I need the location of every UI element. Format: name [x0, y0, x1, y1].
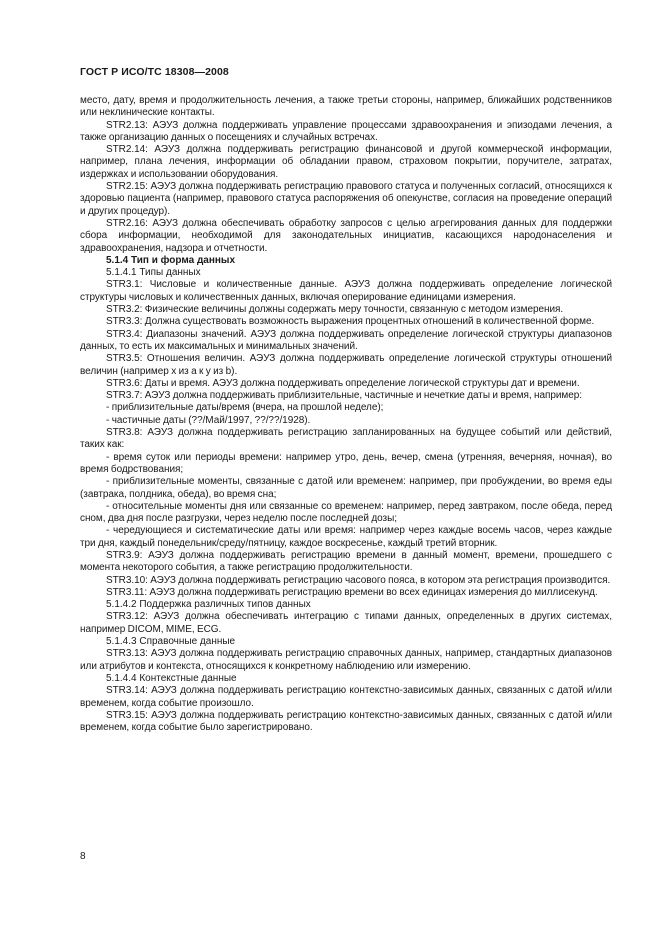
- list-item: - приблизительные моменты, связанные с датой или временем: например, при пробуждении, во время еды (завтрака, полдника, обеда), во время сна;: [80, 476, 612, 500]
- paragraph-str3-1: STR3.1: Числовые и количественные данные. АЭУЗ должна поддерживать определение логической структуры числовых и количественных данных, включая оперирование единицами измерения.: [80, 279, 612, 303]
- paragraph-str3-6: STR3.6: Даты и время. АЭУЗ должна поддерживать определение логической структуры дат и времени.: [106, 377, 580, 389]
- subsection-heading-5-1-4-3: 5.1.4.3 Справочные данные: [106, 636, 236, 648]
- paragraph-str3-8: STR3.8: АЭУЗ должна поддерживать регистрацию запланированных на будущее событий или действий, таких как:: [80, 427, 612, 451]
- paragraph-str3-9: STR3.9: АЭУЗ должна поддерживать регистрацию времени в данный момент, времени, прошедшего с момента некоторого события, а также регистрацию продолжительности.: [80, 549, 612, 574]
- paragraph-str2-13: STR2.13: АЭУЗ должна поддерживать управление процессами здравоохранения и эпизодами лечения, а также организацию данных о посещениях и случайных встречах.: [80, 119, 612, 143]
- page-number: 8: [80, 851, 86, 862]
- paragraph-str3-2: STR3.2: Физические величины должны содержать меру точности, связанную с методом измерения.: [106, 304, 564, 316]
- paragraph-str2-14: STR2.14: АЭУЗ должна поддерживать регистрацию финансовой и другой коммерческой информации, например, плана лечения, информации об обладании правом, страховом покрытии, поручителе, затратах, издержках и использовании оборудования.: [80, 144, 612, 180]
- paragraph-str3-12: STR3.12: АЭУЗ должна обеспечивать интеграцию с типами данных, определенных в других системах, например DICOM, MIME, ECG.: [80, 611, 612, 635]
- paragraph: место, дату, время и продолжительность лечения, а также третьи стороны, например, ближайших родственников или неклинические контакты.: [80, 95, 612, 119]
- list-item: - чередующиеся и систематические даты или время: например через каждые восемь часов, через каждые три дня, каждый понедельник/среду/пятницу, каждое воскресенье, каждый третий вторник.: [80, 525, 612, 549]
- paragraph-str2-16: STR2.16: АЭУЗ должна обеспечивать обработку запросов с целью агрегирования данных для поддержки сбора информации, необходимой для законодательных инициатив, касающихся народонаселения и здравоохранения, надзора и отчетности.: [80, 217, 612, 254]
- subsection-heading-5-1-4-2: 5.1.4.2 Поддержка различных типов данных: [106, 599, 311, 611]
- list-item: - приблизительные даты/время (вчера, на прошлой неделе);: [106, 402, 384, 414]
- paragraph-str3-3: STR3.3: Должна существовать возможность выражения процентных отношений в количественной форме.: [106, 316, 595, 328]
- subsection-heading-5-1-4-4: 5.1.4.4 Контекстные данные: [106, 672, 237, 684]
- paragraph-str3-10: STR3.10: АЭУЗ должна поддерживать регистрацию часового пояса, в котором эта регистрация производится.: [106, 574, 611, 586]
- paragraph-str3-13: STR3.13: АЭУЗ должна поддерживать регистрацию справочных данных, например, стандартных диапазонов или атрибутов и контекста, относящихся к конкретному наблюдению или измерению.: [80, 648, 612, 672]
- paragraph-str3-7: STR3.7: АЭУЗ должна поддерживать приблизительные, частичные и нечеткие даты и время, например:: [106, 390, 582, 402]
- paragraph-str3-4: STR3.4: Диапазоны значений. АЭУЗ должна поддерживать определение логической структуры диапазонов данных, то есть их максимальных и минимальных значений.: [80, 328, 612, 352]
- paragraph-str3-5: STR3.5: Отношения величин. АЭУЗ должна поддерживать определение логической структуры отношений величин (например x из a к y из b).: [80, 353, 612, 377]
- list-item: - относительные моменты дня или связанные со временем: например, перед завтраком, после обеда, перед сном, два дня после разгрузки, через неделю после последней дозы;: [80, 500, 612, 525]
- paragraph-str3-14: STR3.14: АЭУЗ должна поддерживать регистрацию контекстно-зависимых данных, связанных с датой и/или временем, когда событие произошло.: [80, 685, 612, 709]
- subsection-heading-5-1-4-1: 5.1.4.1 Типы данных: [106, 267, 201, 279]
- page-header: ГОСТ Р ИСО/ТС 18308—2008: [80, 66, 229, 78]
- list-item: - время суток или периоды времени: например утро, день, вечер, смена (утренняя, вечерняя, ночная), во время бодрствования;: [80, 451, 612, 475]
- paragraph-str2-15: STR2.15: АЭУЗ должна поддерживать регистрацию правового статуса и полученных согласий, относящихся к здоровью пациента (например, правового статуса распоряжения об опекунстве, согласия на проведение операций и других процедур).: [80, 181, 612, 217]
- paragraph-str3-15: STR3.15: АЭУЗ должна поддерживать регистрацию контекстно-зависимых данных, связанных с датой и/или временем, когда событие было зарегистрировано.: [80, 709, 612, 734]
- list-item: - частичные даты (??/Май/1997, ??/??/1928).: [106, 414, 311, 426]
- paragraph-str3-11: STR3.11: АЭУЗ должна поддерживать регистрацию времени во всех единицах измерения до миллисекунд.: [106, 586, 598, 598]
- section-heading-5-1-4: 5.1.4 Тип и форма данных: [106, 254, 236, 266]
- document-body: [80, 95, 612, 734]
